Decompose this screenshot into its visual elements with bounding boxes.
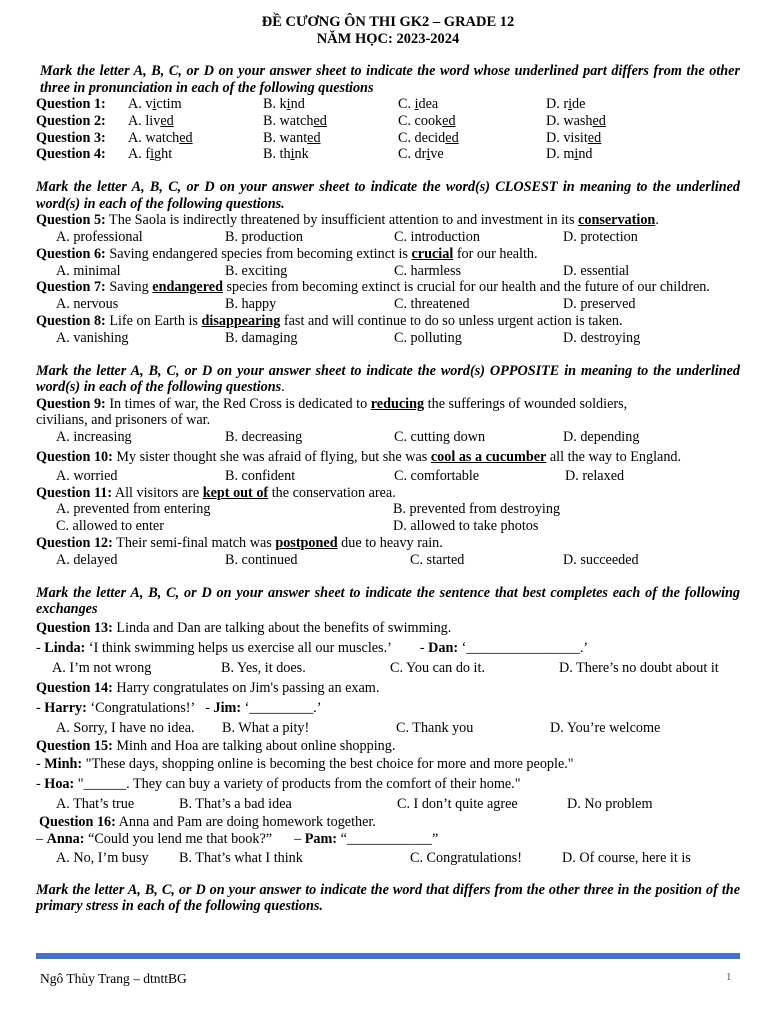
section1-instruction: Mark the letter A, B, C, or D on your answer sheet to indicate the word whose underlined part differs from the other three in pronunciation in each of the following questions [40,63,740,96]
question-16-exchange: – Anna: “Could you lend me that book?” – Pam: “____________” [36,831,439,848]
section3-instruction: Mark the letter A, B, C, or D on your answer sheet to indicate the word(s) OPPOSITE in meaning to the underlined word(s) in each of the following questions. [36,362,740,396]
question-16-options: A. No, I’m busy B. That’s what I think C. Congratulations! D. Of course, here it is [56,849,691,866]
question-16: Question 16: Anna and Pam are doing homework together. [39,814,376,831]
question-14: Question 14: Harry congratulates on Jim's passing an exam. [36,679,380,696]
doc-title: ĐỀ CƯƠNG ÔN THI GK2 – GRADE 12 [261,14,515,30]
question-8: Question 8: Life on Earth is disappearing fast and will continue to do so unless urgent action is taken. [36,312,623,329]
question-3: Question 3: A. watched B. wanted C. decided D. visited [36,129,602,146]
question-15-line1: - Minh: "These days, shopping online is becoming the best choice for more and more people." [36,756,574,773]
document-page [36,14,740,915]
section5 [36,882,740,915]
question-13: Question 13: Linda and Dan are talking about the benefits of swimming. [36,619,452,636]
question-12-options: A. delayed B. continued C. started D. succeeded [56,551,639,568]
question-8-options: A. vanishing B. damaging C. polluting D. destroying [56,329,641,346]
question-5: Question 5: The Saola is indirectly threatened by insufficient attention to and investment in its conservation. [36,212,659,229]
section5-instruction: Mark the letter A, B, C, or D on your answer to indicate the word that differs from the other three in the position of the primary stress in each of the following questions. [36,881,740,915]
question-11-options-row1: A. prevented from entering B. prevented from destroying [56,501,561,518]
footer-author: Ngô Thùy Trang – dtnttBG [40,971,187,986]
question-15-options: A. That’s true B. That’s a bad idea C. I don’t quite agree D. No problem [56,796,653,813]
question-4: Question 4: A. fight B. think C. drive D. mind [36,146,593,163]
question-15: Question 15: Minh and Hoa are talking about online shopping. [36,737,396,754]
section2-instruction: Mark the letter A, B, C, or D on your answer sheet to indicate the word(s) CLOSEST in meaning to the underlined word(s) in each of the following questions. [36,179,740,212]
question-11: Question 11: All visitors are kept out of the conservation area. [36,484,396,501]
question-10: Question 10: My sister thought she was afraid of flying, but she was cool as a cucumber all the way to England. [36,448,682,465]
section2 [36,179,740,346]
question-14-exchange: - Harry: ‘Congratulations!’ - Jim: ‘_________.’ [36,699,322,716]
question-9-options: A. increasing B. decreasing C. cutting down D. depending [56,429,640,446]
question-10-options: A. worried B. confident C. comfortable D. relaxed [56,467,625,484]
question-15-line2: - Hoa: "______. They can buy a variety of products from the comfort of their home." [36,776,521,793]
question-9: Question 9: In times of war, the Red Cross is dedicated to reducing the sufferings of wounded soldiers, [36,395,628,412]
section4-instruction: Mark the letter A, B, C, or D on your answer sheet to indicate the sentence that best completes each of the following exchanges [36,584,740,618]
question-5-options: A. professional B. production C. introduction D. protection [56,228,638,245]
question-14-options: A. Sorry, I have no idea. B. What a pity! C. Thank you D. You’re welcome [56,719,661,736]
school-year: NĂM HỌC: 2023-2024 [316,31,460,47]
question-9-line2: civilians, and prisoners of war. [36,412,211,429]
question-2: Question 2: A. lived B. watched C. cooked D. washed [36,112,606,129]
question-13-options: A. I’m not wrong B. Yes, it does. C. You can do it. D. There’s no doubt about it [52,659,719,676]
footer-divider [36,953,740,959]
section4 [36,585,740,868]
section3 [36,363,740,569]
question-13-exchange: - Linda: ‘I think swimming helps us exercise all our muscles.’ - Dan: ‘________________.’ [36,639,589,656]
question-12: Question 12: Their semi-final match was postponed due to heavy rain. [36,534,443,551]
question-7: Question 7: Saving endangered species from becoming extinct is crucial for our health and the future of our children. [36,279,710,296]
question-6-options: A. minimal B. exciting C. harmless D. essential [56,262,630,279]
pronunciation-questions [36,96,740,163]
question-7-options: A. nervous B. happy C. threatened D. preserved [56,296,636,313]
question-11-options-row2: C. allowed to enter D. allowed to take photos [56,518,539,535]
question-1: Question 1: A. victim B. kind C. idea D. ride [36,96,586,112]
question-6: Question 6: Saving endangered species from becoming extinct is crucial for our health. [36,245,538,262]
page-number: 1 [726,971,732,983]
